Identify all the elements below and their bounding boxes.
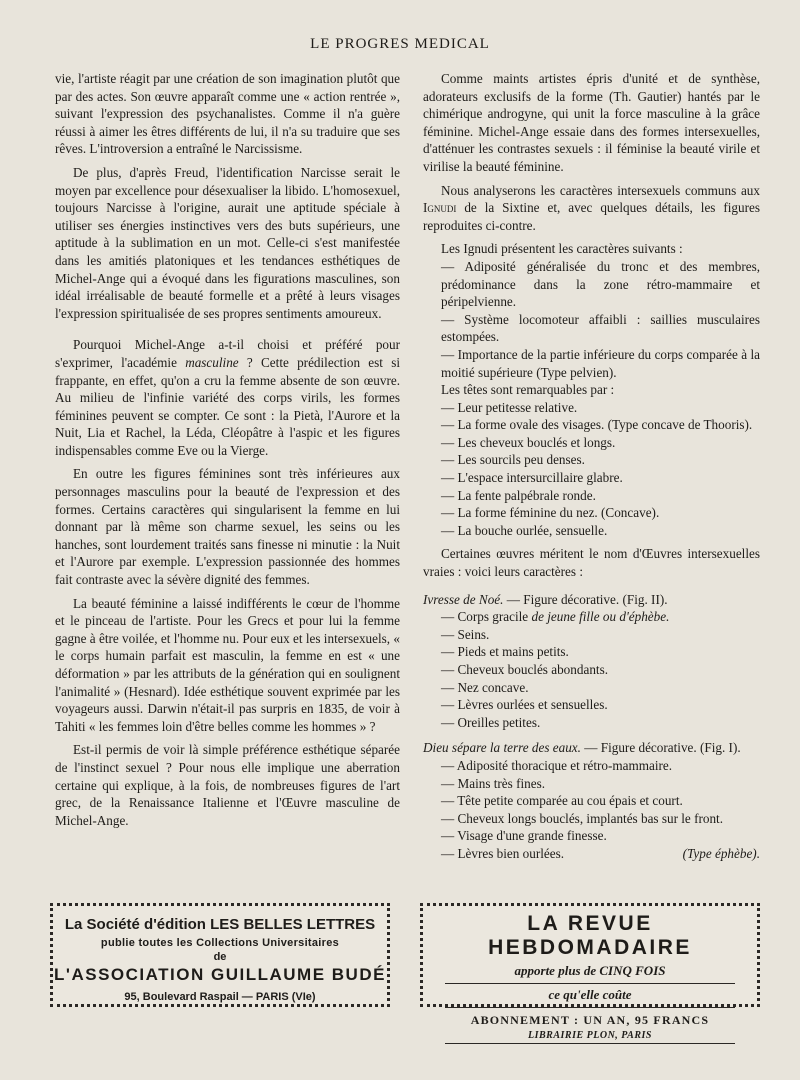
list-item: — Oreilles petites. (441, 714, 541, 730)
advert-publisher: La Société d'édition LES BELLES LETTRES (64, 916, 376, 933)
list-item (423, 608, 760, 626)
dieu-last: — Lèvres bien ourlées. (441, 845, 565, 861)
left-column (55, 70, 400, 835)
right-column (423, 70, 760, 863)
divider (445, 1007, 735, 1008)
dieu-list (423, 757, 760, 863)
list-item: — Adiposité thoracique et rétro-mammaire. (441, 757, 673, 773)
dieu-heading (423, 739, 760, 757)
list-item: — Seins. (441, 626, 490, 642)
right-paragraph-2 (423, 182, 760, 235)
left-paragraph-3-b: ? Cette prédilection est si frappante, en effet, qu'on a cru la femme absente de son œuvre. Au milieu de l'infinie variété des corps virils, les formes féminines peuvent se compter. Ce sont : la Pietà, l'Aurore et la Nuit, Lia et Rachel, la Léda, Cléopâtre à l'aspic et les figures indispensables comme Eve ou la Vierge. (55, 354, 400, 458)
ignudi-list (423, 258, 760, 381)
right-paragraph-4: Les têtes sont remarquables par : (441, 382, 615, 398)
list-item: — Tête petite comparée au cou épais et court. (441, 793, 683, 809)
list-item: — Leur petitesse relative. (441, 399, 578, 415)
left-paragraph-4: En outre les figures féminines sont très inférieures aux personnages masculins pour la beauté de l'expression et des formes. Certains caractères qui singularisent la femme en lui donnant par là même son charme sexuel, les seins ou les hanches, sont lourdement traités sans finesse ni minutie : la Nuit et l'Aurore par exemple. L'expression passionnée des hommes fait contraste avec la sévère dignité des femmes. (55, 466, 400, 588)
page-header: LE PROGRES MEDICAL (310, 36, 490, 52)
noe-first-a: — Corps gracile (441, 609, 532, 625)
dieu-rest: — Figure décorative. (Fig. I). (580, 740, 741, 756)
tetes-list (423, 399, 760, 540)
advert-librairie: LIBRAIRIE PLON, PARIS (528, 1030, 652, 1041)
list-item: — La forme féminine du nez. (Concave). (441, 505, 660, 521)
dieu-title: Dieu sépare la terre des eaux. (423, 740, 581, 756)
advert-collections: publie toutes les Collections Universitaires (100, 937, 340, 949)
left-paragraph-1: vie, l'artiste réagit par une création de son imagination plutôt que par des actes. Son œuvre apparaît comme une « action rentrée », suivant l'expression des psychanalistes. Comme il n'a guère réussi à aimer les êtres différents de lui, il n'a su traduire que ses rêves. L'introversion a entraîné le Narcissisme. (55, 71, 400, 157)
list-item: — Les sourcils peu denses. (441, 452, 585, 468)
list-item: — Pieds et mains petits. (441, 644, 569, 660)
list-item: — Système locomoteur affaibli : saillies musculaires estompées. (441, 311, 760, 345)
list-item: — Les cheveux bouclés et longs. (441, 434, 616, 450)
list-item: — Nez concave. (441, 679, 529, 695)
right-paragraph-1: Comme maints artistes épris d'unité et de synthèse, adorateurs exclusifs de la forme (Th. Gautier) hantés par le chimérique androgyne, qui unit la force masculine à la grâce féminine. Michel-Ange essaie dans des formes intersexuelles, d'atténuer les contrastes sexuels : il féminise la beauté virile et virilise la beauté féminine. (423, 71, 760, 174)
noe-title: Ivresse de Noé. (423, 591, 504, 607)
list-item: — Lèvres ourlées et sensuelles. (441, 697, 608, 713)
advert-abonnement: ABONNEMENT : UN AN, 95 FRANCS (470, 1013, 710, 1027)
list-item: — Visage d'une grande finesse. (441, 828, 607, 844)
left-paragraph-5: La beauté féminine a laissé indifférents le cœur de l'homme et le pinceau de l'artiste. Pour les Grecs et pour lui la femme gagne à être voilée, et l'homme nu. Pour eux et les intersexuels, « le corps humain parfait est masculin, la femme en est « une déformation » par les attributs de la génération qui en soulignent l'animalité » (Hesnard). Idée esthétique souvent exprimée par les voyageurs aussi. Darwin n'était-il pas surpris en 1835, de voir à Tahiti « les femmes loin d'être belles comme les hommes » ? (55, 595, 400, 734)
right-paragraph-5: Certaines œuvres méritent le nom d'Œuvres intersexuelles vraies : voici leurs caractères : (423, 546, 760, 580)
revue-hebdomadaire-advert (420, 903, 760, 1041)
list-item: — Cheveux longs bouclés, implantés bas sur le front. (441, 810, 724, 826)
dieu-type: (Type éphèbe). (682, 845, 760, 861)
right-paragraph-3: Les Ignudi présentent les caractères suivants : (441, 241, 683, 257)
divider (445, 983, 735, 984)
left-paragraph-3-a: Pourquoi Michel-Ange a-t-il choisi et préféré pour s'exprimer, l'académie (55, 337, 400, 370)
list-item: — Cheveux bouclés abondants. (441, 662, 609, 677)
advert-de: de (213, 951, 227, 963)
left-paragraph-2: De plus, d'après Freud, l'identification Narcisse serait le moyen par excellence pour désexualiser la libido. L'homosexuel, toujours Narcisse à l'origine, aurait une aptitude spéciale à utiliser ses énergies instinctives vers des buts supérieurs, une aptitude à la sublimation en un mot. Celle-ci s'est manifestée dans les amitiés platoniques et les tendances esthétiques de Michel-Ange qui a évoqué dans les figurations masculines, son idéal irréalisable de beauté formelle et a prêté à leurs visages l'expression spiritualisée de ses propres sentiments amoureux. (55, 164, 400, 321)
advert-revue-sub1: apporte plus de CINQ FOIS (514, 963, 666, 978)
advert-address: 95, Boulevard Raspail — PARIS (VIe) (124, 991, 316, 1003)
left-paragraph-3-em: masculine (185, 354, 239, 370)
right-paragraph-2-b: de la Sixtine et, avec quelques détails, les figures reproduites ci-contre. (423, 200, 760, 233)
right-paragraph-2-a: Nous analyserons les caractères intersexuels communs aux (441, 182, 760, 198)
advert-revue-title: LA REVUE HEBDOMADAIRE (488, 912, 692, 959)
list-item: — Adiposité généralisée du tronc et des membres, prédominance dans la zone rétro-mammaire et péripelvienne. (441, 258, 760, 310)
noe-list (423, 608, 760, 731)
noe-first-em: de jeune fille ou d'éphèbe. (531, 609, 670, 625)
list-item: — L'espace intersurcillaire glabre. (441, 470, 623, 486)
list-item: — La bouche ourlée, sensuelle. (441, 522, 608, 538)
left-paragraph-3 (55, 336, 400, 459)
belles-lettres-advert (50, 903, 390, 1007)
list-item: — La fente palpébrale ronde. (441, 487, 596, 503)
list-item: — Importance de la partie inférieure du corps comparée à la moitié supérieure (Type pelvien). (441, 346, 760, 380)
list-item: — Mains très fines. (441, 775, 546, 791)
advert-association: L'ASSOCIATION GUILLAUME BUDÉ (54, 965, 386, 984)
list-item: — La forme ovale des visages. (Type concave de Thooris). (441, 417, 753, 433)
list-item (423, 845, 760, 863)
noe-heading (423, 591, 760, 609)
left-paragraph-6: Est-il permis de voir là simple préférence esthétique séparée de l'instinct sexuel ? Pour nous elle implique une aberration certaine qui explique, à la fois, de nombreuses figures de l'art grec, de la Renaissance Italienne et l'Œuvre masculine de Michel-Ange. (55, 742, 400, 828)
advert-revue-sub2: ce qu'elle coûte (548, 987, 632, 1002)
right-paragraph-2-sc: Ignudi (423, 200, 457, 216)
divider (445, 1043, 735, 1044)
noe-rest: — Figure décorative. (Fig. II). (503, 591, 668, 607)
